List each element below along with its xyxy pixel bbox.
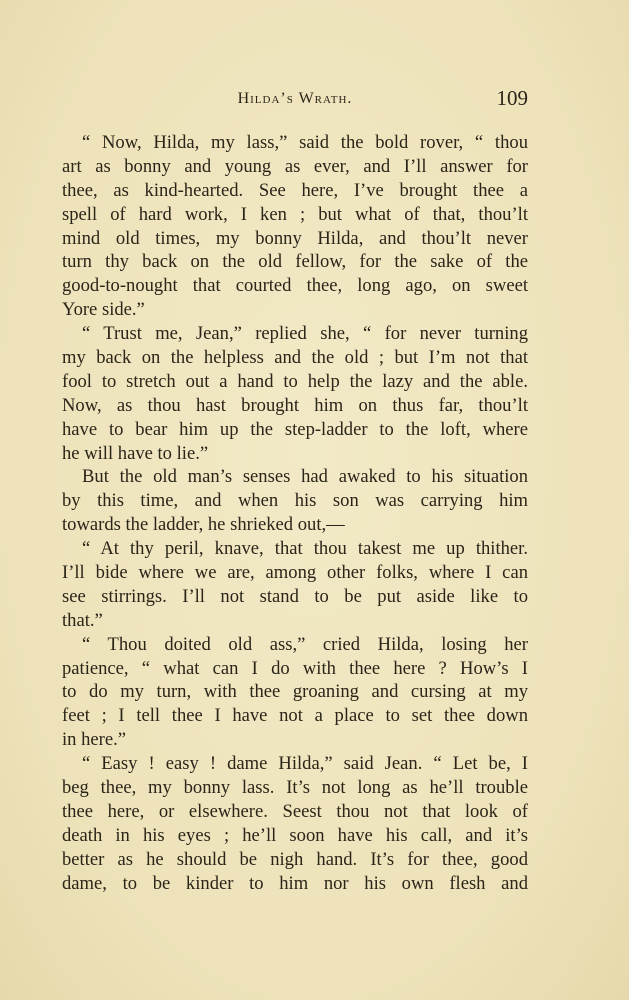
text-line: my back on the helpless and the old ; but I’m not that bbox=[62, 347, 528, 369]
text-line: I’ll bide where we are, among other folks, where I can bbox=[62, 562, 528, 584]
text-line: towards the ladder, he shrieked out,— bbox=[62, 514, 345, 536]
page-header bbox=[62, 86, 528, 116]
text-line: better as he should be nigh hand. It’s for thee, good bbox=[62, 848, 528, 870]
text-line: spell of hard work, I ken ; but what of that, thou’lt bbox=[62, 203, 528, 225]
text-line: thee here, or elsewhere. Seest thou not that look of bbox=[62, 800, 528, 822]
text-line: Now, as thou hast brought him on thus far, thou’lt bbox=[62, 394, 528, 416]
text-line: by this time, and when his son was carrying him bbox=[62, 490, 528, 512]
text-line: “ At thy peril, knave, that thou takest me up thither. bbox=[82, 538, 528, 560]
text-line: have to bear him up the step-ladder to the loft, where bbox=[62, 418, 528, 440]
text-line: “ Now, Hilda, my lass,” said the bold rover, “ thou bbox=[82, 132, 528, 153]
text-line: feet ; I tell thee I have not a place to set thee down bbox=[62, 705, 528, 727]
text-line: thee, as kind-hearted. See here, I’ve brought thee a bbox=[62, 179, 528, 201]
text-line: see stirrings. I’ll not stand to be put aside like to bbox=[62, 585, 528, 607]
text-line: patience, “ what can I do with thee here ? How’s I bbox=[62, 657, 528, 679]
text-line: dame, to be kinder to him nor his own flesh and bbox=[62, 872, 528, 894]
running-title: Hilda’s Wrath. bbox=[237, 90, 353, 107]
text-line: “ Easy ! easy ! dame Hilda,” said Jean. “ Let be, I bbox=[82, 753, 528, 775]
text-line: he will have to lie.” bbox=[62, 442, 209, 464]
text-line: Yore side.” bbox=[62, 299, 145, 321]
text-line: good-to-nought that courted thee, long ago, on sweet bbox=[62, 275, 528, 297]
text-line: mind old times, my bonny Hilda, and thou’lt never bbox=[62, 227, 528, 249]
body-text bbox=[62, 131, 528, 896]
text-line: death in his eyes ; he’ll soon have his call, and it’s bbox=[62, 824, 528, 846]
text-line: “ Thou doited old ass,” cried Hilda, losing her bbox=[82, 633, 528, 655]
text-line: art as bonny and young as ever, and I’ll answer for bbox=[62, 155, 528, 177]
text-line: turn thy back on the old fellow, for the sake of the bbox=[62, 251, 528, 273]
text-line: But the old man’s senses had awaked to his situation bbox=[82, 466, 528, 488]
text-line: in here.” bbox=[62, 729, 127, 751]
text-line: that.” bbox=[62, 609, 103, 631]
page-number: 109 bbox=[496, 86, 528, 110]
text-line: beg thee, my bonny lass. It’s not long as he’ll trouble bbox=[62, 777, 528, 799]
text-line: fool to stretch out a hand to help the lazy and the able. bbox=[62, 370, 528, 392]
text-line: “ Trust me, Jean,” replied she, “ for never turning bbox=[82, 323, 528, 345]
text-line: to do my turn, with thee groaning and cursing at my bbox=[62, 681, 528, 703]
